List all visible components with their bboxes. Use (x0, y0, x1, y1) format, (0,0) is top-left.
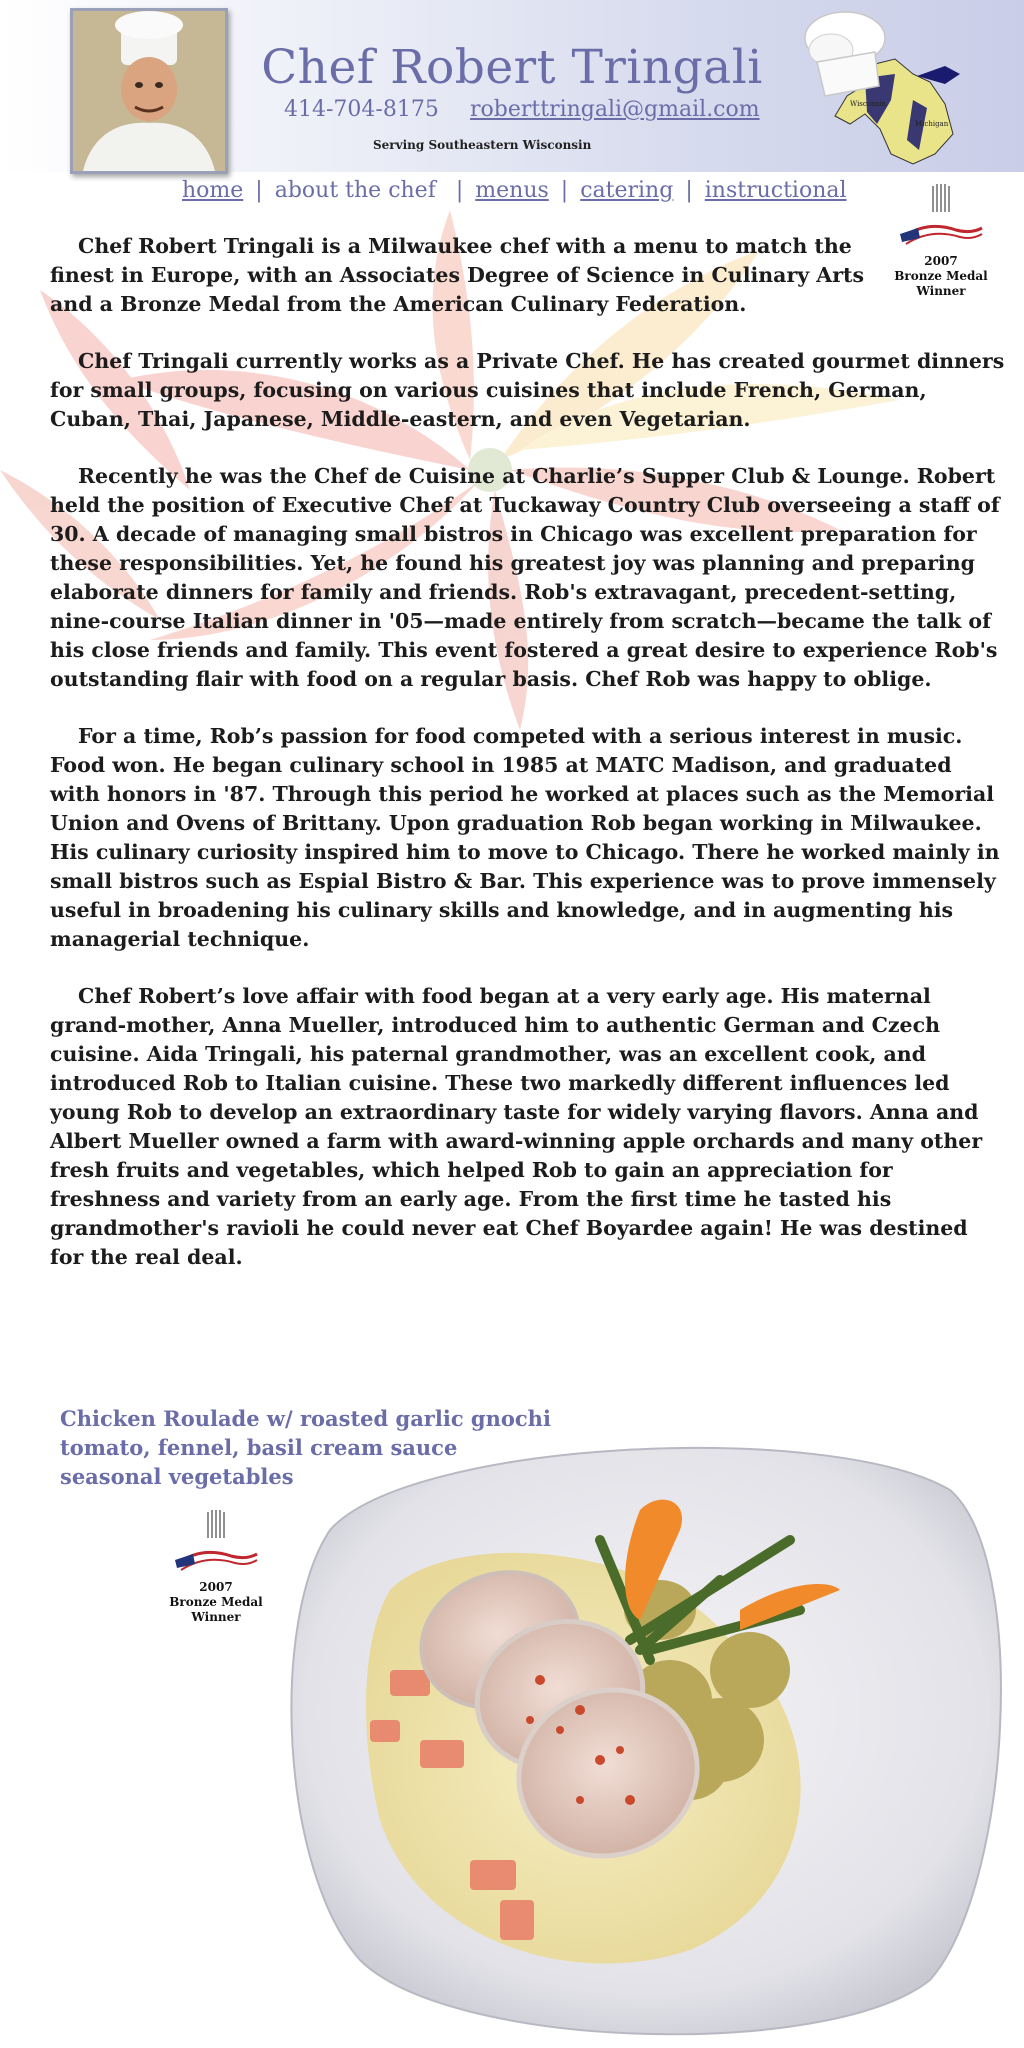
dish-caption (60, 1404, 551, 1491)
nav-separator: | (560, 178, 569, 203)
nav-separator: | (455, 178, 464, 203)
award-year: 2007 (924, 254, 958, 268)
map-label-michigan: Michigan (915, 120, 949, 128)
nav-instructional-link[interactable]: instructional (704, 178, 847, 203)
page-title: Chef Robert Tringali (261, 40, 763, 95)
paragraph: For a time, Rob’s passion for food competed with a serious interest in music. Food won. He began culinary school in 1985 at MATC Madison, and graduated with honors in '87. Through this period he worked at places such as the Memorial Union and Ovens of Brittany. Upon graduation Rob began working in Milwaukee. His culinary curiosity inspired him to move to Chicago. There he worked mainly in small bistros such as Espial Bistro & Bar. This experience was to prove immensely useful in broadening his culinary skills and knowledge, and in augmenting his managerial technique. (50, 724, 1000, 951)
dish-caption-line: seasonal vegetables (60, 1464, 294, 1489)
medal-flag-icon (171, 1508, 261, 1580)
award-line2: Winner (191, 1610, 241, 1624)
service-area-tagline: Serving Southeastern Wisconsin (373, 138, 592, 152)
dish-caption-line: tomato, fennel, basil cream sauce (60, 1435, 458, 1460)
chef-hat-map-logo (795, 4, 970, 174)
map-label-wisconsin: Wisconsin (850, 100, 886, 108)
award-line2: Winner (916, 284, 966, 298)
nav-menus-link[interactable]: menus (475, 178, 549, 203)
paragraph: Chef Robert Tringali is a Milwaukee chef with a menu to match the finest in Europe, with an Associates Degree of Science in Culinary Arts and a Bronze Medal from the American Culinary Federation. (50, 234, 865, 316)
award-badge (166, 1508, 266, 1625)
nav-about-link[interactable]: about the chef (274, 178, 436, 203)
about-content (50, 232, 1005, 1300)
nav-separator: | (685, 178, 693, 203)
site-header (0, 0, 1024, 172)
paragraph: Chef Tringali currently works as a Private Chef. He has created gourmet dinners for small groups, focusing on various cuisines that include French, German, Cuban, Thai, Japanese, Middle-eastern, and even Vegetarian. (50, 349, 1005, 431)
dish-caption-line: Chicken Roulade w/ roasted garlic gnochi (60, 1406, 551, 1431)
paragraph: Recently he was the Chef de Cuisine at Charlie’s Supper Club & Lounge. Robert held the position of Executive Chef at Tuckaway Country Club overseeing a staff of 30. A decade of managing small bistros in Chicago was excellent preparation for these responsibilities. Yet, he found his greatest joy was planning and preparing elaborate dinners for family and friends. Rob's extravagant, precedent-setting, nine-course Italian dinner in '05—made entirely from scratch—became the talk of his close friends and family. This event fostered a great desire to experience Rob's outstanding flair with food on a regular basis. Chef Rob was happy to oblige. (50, 464, 1000, 691)
nav-home-link[interactable]: home (182, 178, 244, 203)
main-nav (182, 178, 847, 203)
award-year: 2007 (199, 1580, 233, 1594)
nav-catering-link[interactable]: catering (580, 178, 674, 203)
award-line1: Bronze Medal (169, 1595, 263, 1609)
award-line1: Bronze Medal (894, 269, 988, 283)
email-link[interactable]: roberttringali@gmail.com (470, 97, 760, 122)
nav-separator: | (255, 178, 263, 203)
dish-photo (270, 1420, 1010, 2040)
phone-number: 414-704-8175 (284, 97, 439, 122)
paragraph: Chef Robert’s love affair with food began at a very early age. His maternal grand-mother, Anna Mueller, introduced him to authentic German and Czech cuisine. Aida Tringali, his paternal grandmother, was an excellent cook, and introduced Rob to Italian cuisine. These two markedly different influences led young Rob to develop an extraordinary taste for widely varying flavors. Anna and Albert Mueller owned a farm with award-winning apple orchards and many other fresh fruits and vegetables, which helped Rob to gain an appreciation for freshness and variety from an early age. From the first time he tasted his grandmother's ravioli he could never eat Chef Boyardee again! He was destined for the real deal. (50, 984, 983, 1269)
